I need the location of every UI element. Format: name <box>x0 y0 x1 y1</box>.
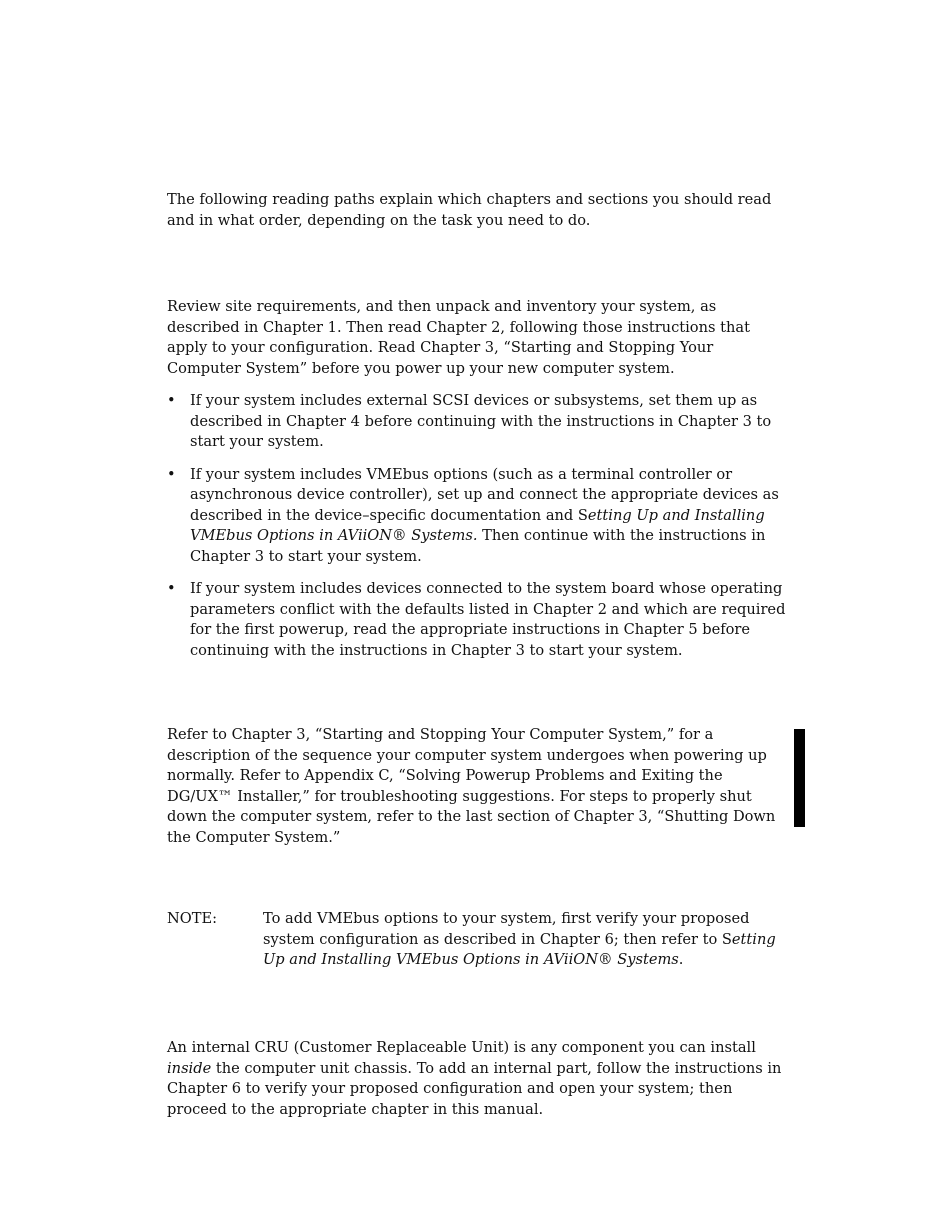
bullet-text-part: If your system includes VMEbus options (such as a terminal controller or asynchronous device controller), set up and connect the appropriate devices as described in the device–specific documentation and S <box>190 465 779 524</box>
setup-bullet-list <box>167 391 787 673</box>
note-block <box>167 909 787 971</box>
chapter-thumb-tab <box>794 729 805 827</box>
note-label: NOTE: <box>167 910 218 927</box>
manual-title: etting Up and Installing VMEbus Options in AViiON® Systems. <box>190 506 765 544</box>
powerup-paragraph: Refer to Chapter 3, “Starting and Stopping Your Computer System,” for a description of the sequence your computer system undergoes when powering up normally. Refer to Appendix C, “Solving Powerup Problems and Exiting the DG/UX™ Installer,” for troubleshooting suggestions. For steps to properly shut down the computer system, refer to the last section of Chapter 3, “Shutting Down the Computer System.” <box>167 726 776 846</box>
cru-text-part: An internal CRU (Customer Replaceable Unit) is any component you can install <box>167 1039 756 1056</box>
bullet-text-part: Then continue with the instructions in Chapter 3 to start your system. <box>190 527 766 565</box>
bullet-text: If your system includes devices connected to the system board whose operating parameters conflict with the defaults listed in Chapter 2 and which are required for the first powerup, read the appropriate instructions in Chapter 5 before continuing with the instructions in Chapter 3 to start your system. <box>190 580 786 659</box>
setup-paragraph: Review site requirements, and then unpack and inventory your system, as described in Chapter 1. Then read Chapter 2, following those instructions that apply to your configuration. Read Chapter 3, “Starting and Stopping Your Computer System” before you power up your new computer system. <box>167 298 750 377</box>
bullet-marker: • <box>167 465 176 483</box>
note-text-part: To add VMEbus options to your system, first verify your proposed system configuration as described in Chapter 6; then refer to S <box>263 910 750 948</box>
note-text <box>263 909 787 971</box>
list-item <box>167 465 787 568</box>
bullet-text <box>190 466 779 565</box>
bullet-text: If your system includes external SCSI devices or subsystems, set them up as described in Chapter 4 before continuing with the instructions in Chapter 3 to start your system. <box>190 392 772 450</box>
note-text-part: . <box>678 951 684 968</box>
manual-title: etting Up and Installing VMEbus Options in AViiON® Systems <box>263 930 776 968</box>
list-item <box>167 579 787 661</box>
cru-paragraph <box>167 1038 787 1120</box>
cru-text-part: the computer unit chassis. To add an internal part, follow the instructions in Chapter 6 to verify your proposed configuration and open your system; then proceed to the appropriate chapter in this manual. <box>167 1059 782 1118</box>
intro-paragraph: The following reading paths explain which chapters and sections you should read and in what order, depending on the task you need to do. <box>167 191 772 229</box>
bullet-marker: • <box>167 580 176 597</box>
emphasis-inside: inside <box>167 1059 212 1077</box>
list-item <box>167 391 787 453</box>
bullet-marker: • <box>167 392 176 409</box>
